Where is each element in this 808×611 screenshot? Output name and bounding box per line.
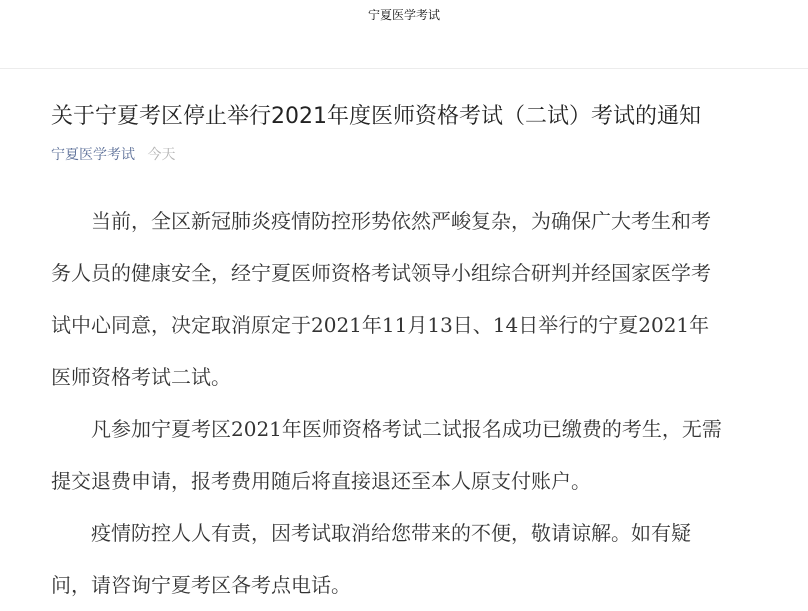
article-publish-time: 今天 bbox=[147, 147, 176, 163]
top-bar bbox=[0, 0, 808, 69]
article-title: 关于宁夏考区停止举行2021年度医师资格考试（二试）考试的通知 bbox=[51, 104, 701, 129]
article bbox=[51, 100, 723, 611]
article-paragraph: 凡参加宁夏考区2021年医师资格考试二试报名成功已缴费的考生，无需提交退费申请，报考费用随后将直接退还至本人原支付账户。 bbox=[51, 417, 722, 493]
article-source-link[interactable]: 宁夏医学考试 bbox=[51, 147, 135, 163]
article-content bbox=[51, 195, 723, 611]
article-paragraph: 当前，全区新冠肺炎疫情防控形势依然严峻复杂，为确保广大考生和考务人员的健康安全，经宁夏医师资格考试领导小组综合研判并经国家医学考试中心同意，决定取消原定于2021年11月13日、14日举行的宁夏2021年医师资格考试二试。 bbox=[51, 209, 711, 389]
article-meta bbox=[51, 145, 723, 165]
article-paragraph: 疫情防控人人有责，因考试取消给您带来的不便，敬请谅解。如有疑问，请咨询宁夏考区各考点电话。 bbox=[51, 521, 691, 597]
top-bar-title: 宁夏医学考试 bbox=[367, 8, 440, 22]
